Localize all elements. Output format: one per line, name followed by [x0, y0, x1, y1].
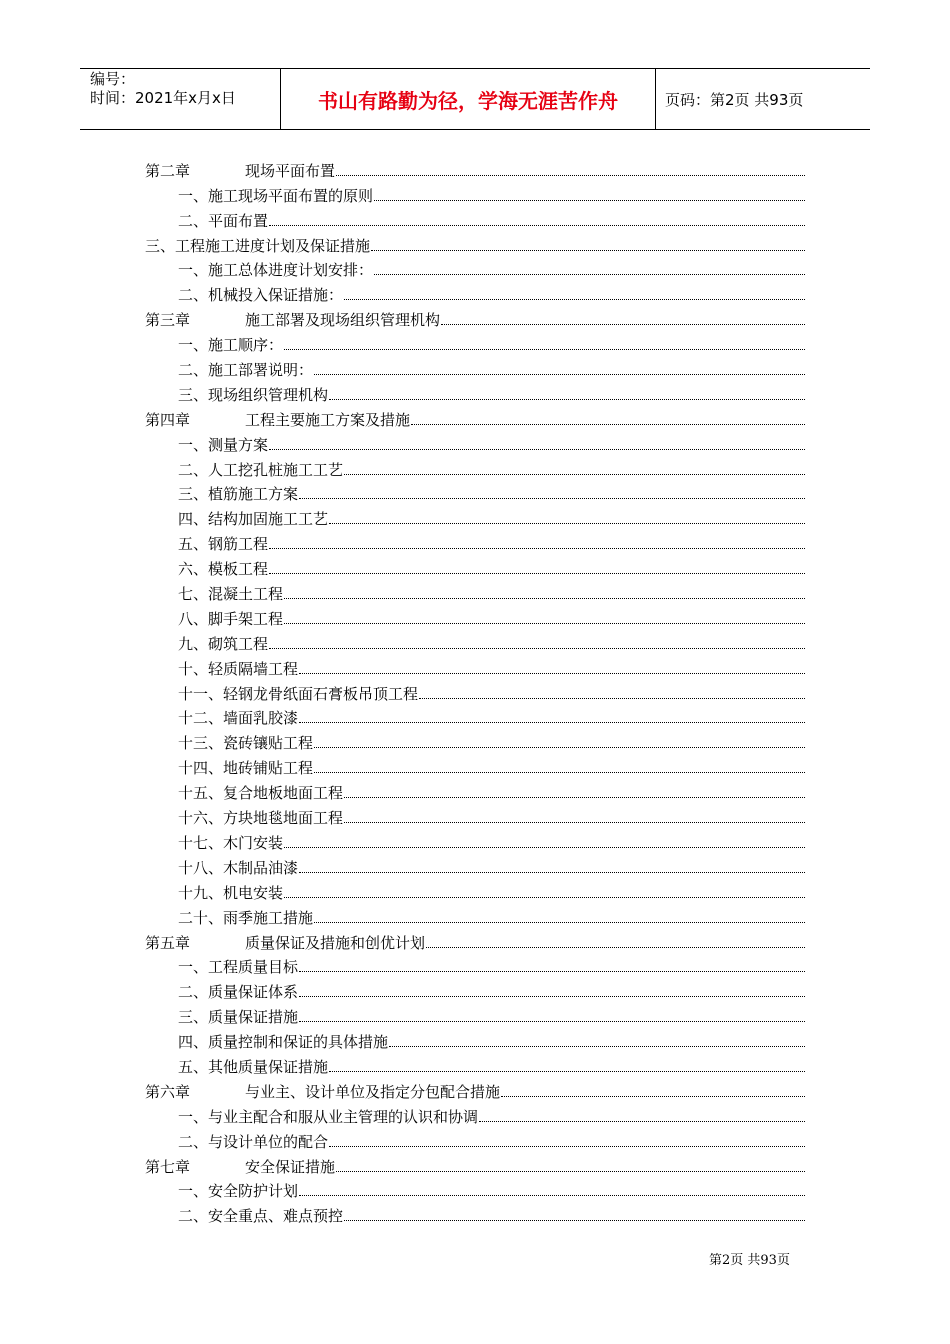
toc-entry-row[interactable] [145, 604, 805, 629]
toc-entry-title: 七、混凝土工程 [178, 585, 284, 604]
toc-entry-row[interactable] [145, 280, 805, 305]
toc-entry-row[interactable] [145, 504, 805, 529]
toc-chapter-number: 第四章 [145, 410, 191, 429]
toc-leader-dots [269, 547, 805, 549]
toc-entry-title: 二、人工挖孔桩施工工艺 [178, 460, 344, 479]
page-header [80, 68, 870, 130]
toc-entry-title: 十、轻质隔墙工程 [178, 659, 299, 678]
toc-leader-dots [314, 746, 805, 748]
serial-label: 编号： [90, 70, 136, 88]
header-motto: 书山有路勤为径，学海无涯苦作舟 [280, 69, 656, 129]
toc-leader-dots [336, 174, 805, 176]
toc-entry-row[interactable] [145, 1027, 805, 1052]
toc-entry-title: 工程主要施工方案及措施 [245, 410, 411, 429]
table-of-contents [145, 156, 805, 1226]
toc-entry-title: 四、质量控制和保证的具体措施 [178, 1033, 389, 1052]
toc-entry-title: 三、植筋施工方案 [178, 485, 299, 504]
toc-entry-row[interactable] [145, 181, 805, 206]
toc-leader-dots [374, 273, 805, 275]
toc-entry-row[interactable] [145, 1052, 805, 1077]
toc-entry-row[interactable] [145, 728, 805, 753]
toc-leader-dots [299, 970, 805, 972]
toc-leader-dots [329, 398, 805, 400]
toc-entry-row[interactable] [145, 231, 805, 256]
toc-entry-row[interactable] [145, 1127, 805, 1152]
toc-entry-title: 六、模板工程 [178, 560, 269, 579]
toc-leader-dots [441, 323, 805, 325]
toc-entry-row[interactable] [145, 455, 805, 480]
toc-entry-title: 三、现场组织管理机构 [178, 385, 329, 404]
toc-entry-title: 二十、雨季施工措施 [178, 908, 314, 927]
toc-entry-row[interactable] [145, 330, 805, 355]
toc-entry-row[interactable] [145, 380, 805, 405]
toc-entry-title: 五、其他质量保证措施 [178, 1057, 329, 1076]
toc-entry-row[interactable] [145, 1177, 805, 1202]
toc-entry-title: 十八、木制品油漆 [178, 858, 299, 877]
toc-entry-row[interactable] [145, 828, 805, 853]
toc-entry-row[interactable] [145, 654, 805, 679]
toc-entry-row[interactable] [145, 579, 805, 604]
toc-entry-title: 一、工程质量目标 [178, 958, 299, 977]
toc-entry-title: 一、测量方案 [178, 435, 269, 454]
toc-leader-dots [269, 224, 805, 226]
toc-entry-title: 二、机械投入保证措施： [178, 286, 344, 305]
toc-chapter-row[interactable] [145, 156, 805, 181]
toc-leader-dots [479, 1120, 805, 1122]
toc-entry-title: 二、与设计单位的配合 [178, 1132, 329, 1151]
toc-entry-title: 一、安全防护计划 [178, 1182, 299, 1201]
toc-entry-title: 十一、轻钢龙骨纸面石膏板吊顶工程 [178, 684, 419, 703]
toc-entry-title: 九、砌筑工程 [178, 634, 269, 653]
toc-entry-row[interactable] [145, 629, 805, 654]
toc-entry-row[interactable] [145, 529, 805, 554]
toc-leader-dots [501, 1095, 805, 1097]
page-footer: 第2页 共93页 [709, 1253, 790, 1268]
toc-entry-row[interactable] [145, 430, 805, 455]
toc-chapter-number: 第二章 [145, 161, 191, 180]
header-meta [80, 69, 280, 129]
toc-entry-row[interactable] [145, 554, 805, 579]
toc-leader-dots [269, 647, 805, 649]
toc-entry-title: 二、平面布置 [178, 211, 269, 230]
toc-leader-dots [426, 946, 805, 948]
toc-entry-title: 施工部署及现场组织管理机构 [245, 311, 441, 330]
toc-entry-title: 质量保证及措施和创优计划 [245, 933, 426, 952]
toc-chapter-number: 第七章 [145, 1157, 191, 1176]
toc-leader-dots [269, 448, 805, 450]
toc-leader-dots [314, 921, 805, 923]
toc-leader-dots [269, 572, 805, 574]
toc-entry-title: 一、施工顺序： [178, 336, 284, 355]
toc-leader-dots [329, 1145, 805, 1147]
toc-leader-dots [374, 199, 805, 201]
toc-leader-dots [344, 821, 805, 823]
toc-chapter-number: 第五章 [145, 933, 191, 952]
toc-entry-row[interactable] [145, 1201, 805, 1226]
toc-leader-dots [299, 497, 805, 499]
toc-entry-title: 十三、瓷砖镶贴工程 [178, 734, 314, 753]
toc-entry-row[interactable] [145, 953, 805, 978]
toc-entry-title: 现场平面布置 [245, 161, 336, 180]
toc-entry-row[interactable] [145, 778, 805, 803]
toc-leader-dots [344, 796, 805, 798]
toc-leader-dots [336, 1170, 805, 1172]
toc-entry-title: 十七、木门安装 [178, 833, 284, 852]
toc-entry-title: 三、质量保证措施 [178, 1008, 299, 1027]
toc-entry-title: 二、安全重点、难点预控 [178, 1207, 344, 1226]
toc-entry-row[interactable] [145, 903, 805, 928]
toc-leader-dots [284, 622, 805, 624]
toc-leader-dots [419, 697, 805, 699]
toc-chapter-number: 第三章 [145, 311, 191, 330]
toc-entry-title: 二、质量保证体系 [178, 983, 299, 1002]
toc-chapter-row[interactable] [145, 928, 805, 953]
toc-leader-dots [371, 249, 805, 251]
toc-entry-title: 五、钢筋工程 [178, 535, 269, 554]
toc-leader-dots [344, 298, 805, 300]
toc-leader-dots [344, 473, 805, 475]
toc-leader-dots [299, 1020, 805, 1022]
toc-entry-title: 一、与业主配合和服从业主管理的认识和协调 [178, 1107, 479, 1126]
toc-entry-title: 三、工程施工进度计划及保证措施 [145, 236, 371, 255]
toc-chapter-row[interactable] [145, 1077, 805, 1102]
toc-entry-row[interactable] [145, 853, 805, 878]
toc-entry-row[interactable] [145, 753, 805, 778]
toc-leader-dots [284, 348, 805, 350]
toc-entry-row[interactable] [145, 977, 805, 1002]
toc-entry-row[interactable] [145, 878, 805, 903]
toc-entry-row[interactable] [145, 803, 805, 828]
toc-entry-title: 二、施工部署说明： [178, 361, 314, 380]
toc-entry-row[interactable] [145, 1102, 805, 1127]
toc-leader-dots [284, 846, 805, 848]
toc-entry-title: 十四、地砖铺贴工程 [178, 759, 314, 778]
toc-entry-title: 八、脚手架工程 [178, 609, 284, 628]
toc-entry-title: 四、结构加固施工工艺 [178, 510, 329, 529]
time-label: 时间：2021年x月x日 [90, 89, 236, 107]
toc-entry-title: 一、施工总体进度计划安排： [178, 261, 374, 280]
toc-leader-dots [314, 771, 805, 773]
toc-chapter-row[interactable] [145, 305, 805, 330]
toc-entry-title: 与业主、设计单位及指定分包配合措施 [245, 1082, 501, 1101]
toc-entry-title: 十二、墙面乳胶漆 [178, 709, 299, 728]
toc-entry-row[interactable] [145, 206, 805, 231]
toc-entry-title: 十九、机电安装 [178, 883, 284, 902]
toc-leader-dots [299, 995, 805, 997]
header-page-label: 页码：第2页 共93页 [665, 90, 804, 109]
toc-entry-title: 安全保证措施 [245, 1157, 336, 1176]
toc-leader-dots [284, 896, 805, 898]
toc-entry-row[interactable] [145, 355, 805, 380]
toc-leader-dots [329, 522, 805, 524]
toc-leader-dots [299, 871, 805, 873]
toc-chapter-row[interactable] [145, 1152, 805, 1177]
toc-leader-dots [314, 373, 805, 375]
toc-leader-dots [299, 672, 805, 674]
toc-entry-title: 一、施工现场平面布置的原则 [178, 186, 374, 205]
toc-leader-dots [329, 1070, 805, 1072]
toc-leader-dots [299, 721, 805, 723]
toc-entry-row[interactable] [145, 256, 805, 281]
toc-entry-row[interactable] [145, 679, 805, 704]
toc-entry-title: 十五、复合地板地面工程 [178, 784, 344, 803]
toc-leader-dots [299, 1194, 805, 1196]
toc-entry-title: 十六、方块地毯地面工程 [178, 809, 344, 828]
toc-leader-dots [344, 1219, 805, 1221]
toc-entry-row[interactable] [145, 480, 805, 505]
toc-chapter-row[interactable] [145, 405, 805, 430]
toc-leader-dots [284, 597, 805, 599]
toc-leader-dots [389, 1045, 805, 1047]
toc-chapter-number: 第六章 [145, 1082, 191, 1101]
toc-leader-dots [411, 423, 805, 425]
toc-entry-row[interactable] [145, 1002, 805, 1027]
toc-entry-row[interactable] [145, 704, 805, 729]
